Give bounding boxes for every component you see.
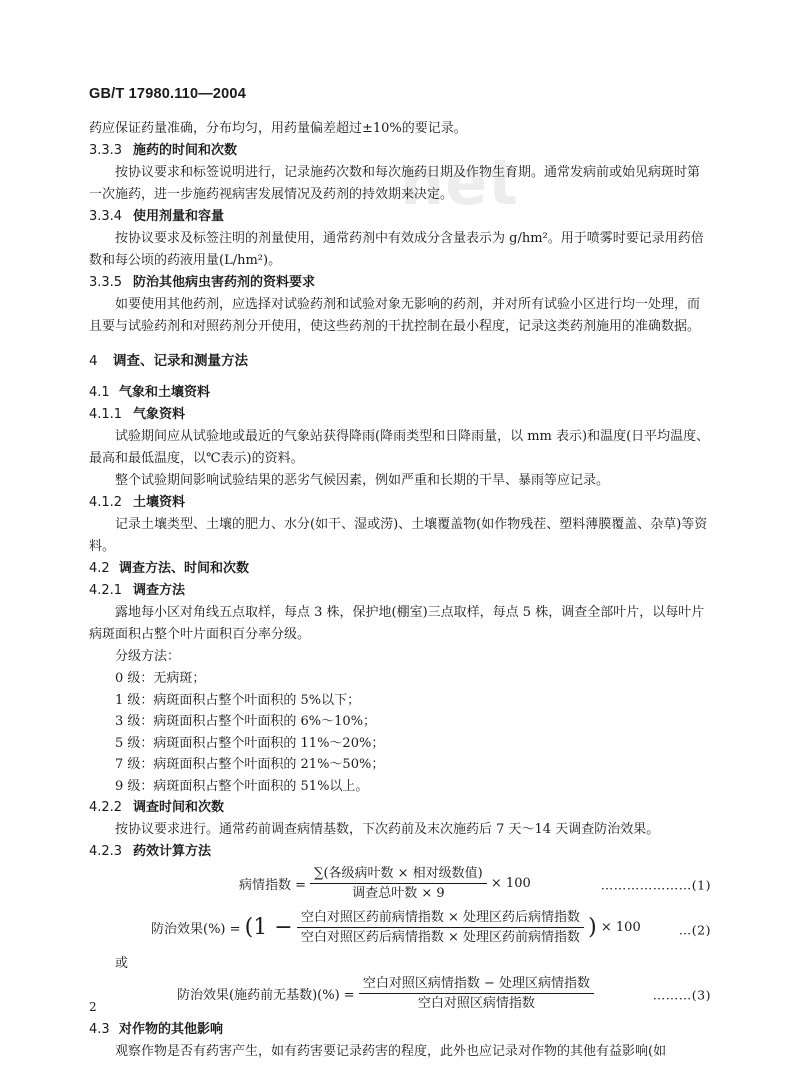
section-3-3-5-text: 如要使用其他药剂，应选择对试验药剂和试验对象无影响的药剂，并对所有试验小区进行均一处理，而且要与试验药剂和对照药剂分开使用，使这些药剂的干扰控制在最小程度，记录这类药剂施用的准确数据。 bbox=[89, 297, 701, 334]
watermark: net bbox=[400, 146, 519, 219]
section-3-3-3-text: 按协议要求和标签说明进行，记录施药次数和每次施药日期及作物生育期。通常发病前或始见病斑时第一次施药，进一步施药视病害发展情况及药剂的持效期来决定。 bbox=[89, 165, 701, 202]
section-4-1-1-heading bbox=[89, 404, 711, 426]
section-3-3-4-text: 按协议要求及标签注明的剂量使用，通常药剂中有效成分含量表示为 g/hm²。用于喷雾时要记录用药倍数和每公顷的药液用量(L/hm²)。 bbox=[89, 231, 704, 268]
formula-2 bbox=[89, 909, 711, 951]
section-4-3-heading bbox=[89, 1019, 711, 1041]
formula-denominator: 调查总叶数 × 9 bbox=[352, 886, 445, 901]
section-4-3-text: 观察作物是否有药害产生，如有药害要记录药害的程度，此外也应记录对作物的其他有益影响(如 bbox=[115, 1044, 667, 1059]
section-title: 防治其他病虫害药剂的资料要求 bbox=[133, 275, 316, 290]
grade-item: 3 级：病斑面积占整个叶面积的 6%～10%； bbox=[115, 714, 377, 729]
formula-denominator: 空白对照区药后病情指数 × 处理区药前病情指数 bbox=[300, 930, 580, 945]
formula-3 bbox=[89, 975, 711, 1015]
section-number: 4.1.2 bbox=[89, 495, 123, 510]
section-title: 施药的时间和次数 bbox=[133, 143, 238, 158]
section-4-1-2-heading bbox=[89, 492, 711, 514]
equation-number: …………………(1) bbox=[600, 877, 711, 893]
standard-code-header: GB/T 17980.110—2004 bbox=[89, 86, 246, 102]
section-title: 调查、记录和测量方法 bbox=[113, 353, 248, 369]
section-3-3-4-heading bbox=[89, 206, 711, 228]
section-title: 气象资料 bbox=[133, 407, 186, 422]
formula-fraction bbox=[359, 975, 594, 1012]
section-4-1-1-text-1: 试验期间应从试验地或最近的气象站获得降雨(降雨类型和日降雨量，以 mm 表示)和温度(日平均温度、最高和最低温度，以℃表示)的资料。 bbox=[89, 429, 710, 466]
formula-numerator: ∑(各级病叶数 × 相对级数值) bbox=[310, 865, 487, 884]
section-number: 4.1 bbox=[89, 385, 110, 400]
or-label: 或 bbox=[115, 956, 129, 971]
grade-item: 1 级：病斑面积占整个叶面积的 5%以下； bbox=[115, 692, 361, 708]
formula-numerator: 空白对照区药前病情指数 × 处理区药后病情指数 bbox=[297, 909, 584, 928]
section-number: 3.3.3 bbox=[89, 143, 123, 158]
formula-tail: × 100 bbox=[600, 920, 641, 935]
section-number: 4.1.1 bbox=[89, 407, 123, 422]
section-number: 4.3 bbox=[89, 1022, 110, 1037]
section-title: 药效计算方法 bbox=[133, 844, 212, 859]
formula-lhs: 病情指数 = bbox=[239, 878, 307, 893]
section-4-2-1-heading bbox=[89, 580, 711, 602]
intro-line: 药应保证药量准确，分布均匀，用药量偏差超过±10%的要记录。 bbox=[89, 121, 467, 136]
section-number: 3.3.4 bbox=[89, 209, 123, 224]
section-number: 4.2.2 bbox=[89, 800, 123, 815]
formula-lhs: 防治效果(施药前无基数)(%) = bbox=[177, 988, 355, 1003]
section-title: 使用剂量和容量 bbox=[133, 209, 225, 224]
formula-open-paren: (1 − bbox=[244, 915, 293, 940]
page-number: 2 bbox=[89, 1000, 97, 1014]
equation-number: ………(3) bbox=[652, 987, 711, 1003]
section-title: 气象和土壤资料 bbox=[119, 385, 211, 400]
formula-numerator: 空白对照区病情指数 − 处理区病情指数 bbox=[359, 975, 594, 994]
main-content bbox=[89, 118, 711, 1063]
section-title: 土壤资料 bbox=[133, 495, 186, 510]
grade-item: 5 级：病斑面积占整个叶面积的 11%～20%； bbox=[115, 735, 385, 751]
section-4-2-2-heading bbox=[89, 797, 711, 819]
section-number: 3.3.5 bbox=[89, 275, 123, 290]
section-number: 4.2.3 bbox=[89, 844, 123, 859]
formula-lhs: 防治效果(%) = bbox=[151, 922, 241, 937]
section-title: 对作物的其他影响 bbox=[119, 1022, 224, 1037]
section-title: 调查方法、时间和次数 bbox=[119, 561, 250, 576]
section-4-2-3-heading bbox=[89, 841, 711, 863]
section-number: 4.2 bbox=[89, 561, 110, 576]
formula-close-paren: ) bbox=[588, 915, 597, 940]
section-number: 4 bbox=[89, 353, 98, 369]
section-4-2-2-text: 按协议要求进行。通常药前调查病情基数，下次药前及末次施药后 7 天～14 天调查防治效果。 bbox=[115, 822, 660, 837]
section-4-1-1-text-2: 整个试验期间影响试验结果的恶劣气候因素，例如严重和长期的干旱、暴雨等应记录。 bbox=[115, 473, 610, 488]
section-title: 调查时间和次数 bbox=[133, 800, 225, 815]
section-title: 调查方法 bbox=[133, 583, 186, 598]
formula-1 bbox=[89, 865, 711, 905]
section-4-1-2-text: 记录土壤类型、土壤的肥力、水分(如干、湿或涝)、土壤覆盖物(如作物残茬、塑料薄膜覆盖、杂草)等资料。 bbox=[89, 517, 708, 554]
section-3-3-3-heading bbox=[89, 140, 711, 162]
grade-item: 7 级：病斑面积占整个叶面积的 21%～50%； bbox=[115, 757, 385, 772]
grade-item: 0 级：无病斑； bbox=[115, 671, 206, 686]
section-number: 4.2.1 bbox=[89, 583, 123, 598]
section-4-heading bbox=[89, 350, 711, 372]
section-4-1-heading bbox=[89, 382, 711, 404]
formula-fraction bbox=[310, 865, 487, 902]
grading-title: 分级方法： bbox=[115, 649, 181, 664]
formula-denominator: 空白对照区病情指数 bbox=[417, 996, 535, 1011]
formula-tail: × 100 bbox=[490, 876, 531, 891]
section-3-3-5-heading bbox=[89, 272, 711, 294]
formula-fraction bbox=[297, 909, 584, 946]
section-4-2-1-text: 露地每小区对角线五点取样，每点 3 株，保护地(棚室)三点取样，每点 5 株，调查全部叶片，以每叶片病斑面积占整个叶片面积百分率分级。 bbox=[89, 605, 705, 642]
section-4-2-heading bbox=[89, 558, 711, 580]
grade-item: 9 级：病斑面积占整个叶面积的 51%以上。 bbox=[115, 778, 369, 794]
equation-number: …(2) bbox=[678, 922, 711, 938]
